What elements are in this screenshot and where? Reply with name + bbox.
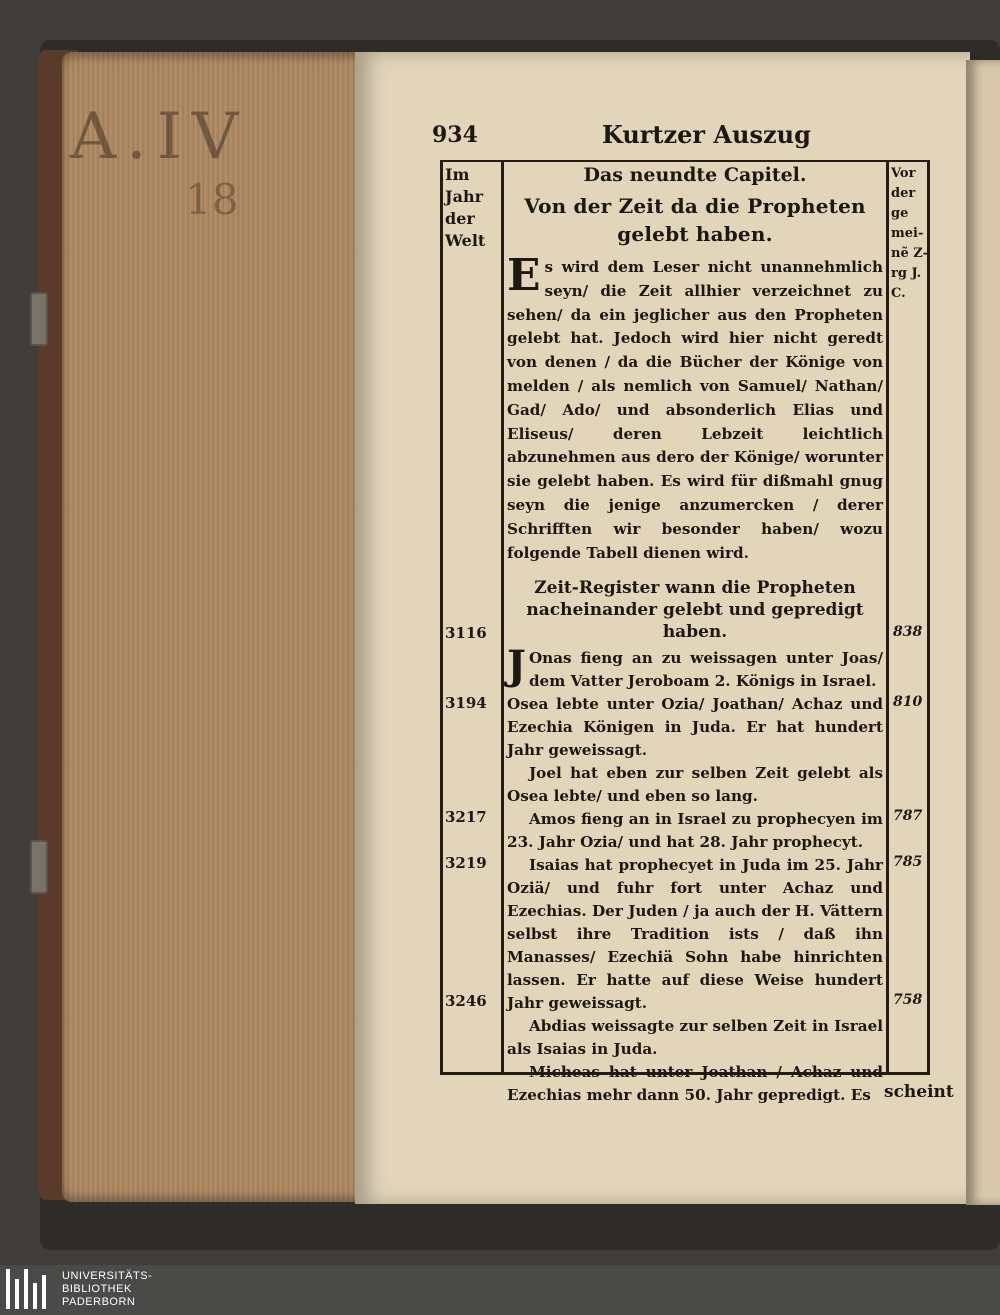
- library-name-line: UNIVERSITÄTS-: [62, 1270, 153, 1282]
- library-name-line: BIBLIOTHEK: [62, 1283, 132, 1295]
- main-text-column: [507, 162, 883, 1107]
- before-christ-value: 785: [893, 854, 923, 870]
- before-christ-value: 810: [893, 694, 923, 710]
- prophet-entry: Micheas hat unter Joathan / Achaz und Ezechias mehr dann 50. Jahr gepredigt. Es: [507, 1063, 883, 1105]
- running-title: Kurtzer Auszug: [602, 120, 811, 149]
- header-line: Welt: [445, 231, 486, 250]
- header-line: nẽ Z-: [891, 246, 929, 261]
- prophet-entry: Amos fieng an in Israel zu prophecyen im 23. Jahr Ozia/ und hat 28. Jahr prophecyt.: [507, 810, 883, 852]
- library-name-line: PADERBORN: [62, 1296, 136, 1308]
- before-christ-value: 838: [893, 624, 923, 640]
- header-line: der ge: [891, 186, 916, 221]
- header-line: rg J.: [891, 266, 922, 281]
- header-line: der: [445, 209, 475, 228]
- catchword: scheint: [884, 1082, 954, 1102]
- column-rule-left: [501, 162, 504, 1072]
- before-christ-column-header: [889, 164, 929, 304]
- clasp-icon: [30, 292, 48, 346]
- facing-page-edge: [966, 60, 1000, 1205]
- header-line: mei-: [891, 226, 924, 241]
- page-block-fore-edge: [62, 52, 362, 1202]
- intro-paragraph: Es wird dem Leser nicht unannehmlich seyn/ die Zeit allhier verzeichnet zu sehen/ da ein jeglicher aus den Propheten gelebt hat. Jedoch wird hier nicht geredt von denen / da die Bücher der Könige von melden / als nemlich von Samuel/ Nathan/ Gad/ Ado/ und absonderlich Elias und Eliseus/ deren Lebzeit leichtlich abzunehmen aus dero der Könige/ worunter sie gelebt haben. Es wird für dißmahl gnug seyn die jenige anzumercken / derer Schrifften wir besonder haben/ wozu folgende Tabell dienen wird.: [507, 250, 883, 562]
- section-heading: Von der Zeit da die Propheten gelebt haben.: [524, 194, 866, 246]
- fore-edge-shelfmark: A.IV: [70, 100, 249, 174]
- university-library-logo-icon: [6, 1269, 54, 1309]
- prophet-entry: Abdias weissagte zur selben Zeit in Israel als Isaias in Juda.: [507, 1017, 883, 1059]
- table-heading: Zeit-Register wann die Propheten nacheinander gelebt und gepredigt haben.: [526, 578, 864, 643]
- year-value: 3116: [445, 624, 487, 642]
- fore-edge-number: 18: [185, 175, 239, 224]
- clasp-icon: [30, 840, 48, 894]
- header-line: Im: [445, 165, 470, 184]
- prophet-entry: JOnas fieng an zu weissagen unter Joas/ dem Vatter Jeroboam 2. Königs in Israel.: [507, 642, 883, 691]
- before-christ-value: 787: [893, 808, 923, 824]
- header-line: Vor: [891, 166, 916, 181]
- page-number: 934: [432, 122, 478, 148]
- running-head: [432, 122, 912, 156]
- header-line: C.: [891, 286, 906, 301]
- prophet-entry: Isaias hat prophecyet in Juda im 25. Jahr Oziä/ und fuhr fort unter Achaz und Ezechias. Der Juden / ja auch der H. Vättern selbst ihre Tradition ists / daß ihn Manasses/ Ezechiä Sohn habe hinrichten lassen. Er hatte auf diese Weise hundert Jahr geweissagt.: [507, 856, 883, 1013]
- year-value: 3219: [445, 854, 487, 872]
- prophet-entry: Osea lebte unter Ozia/ Joathan/ Achaz und Ezechia Königen in Juda. Er hat hundert Jahr geweissagt.: [507, 695, 883, 760]
- year-value: 3217: [445, 808, 487, 826]
- footer-bar: [0, 1265, 1000, 1315]
- library-name: [62, 1270, 152, 1309]
- year-value: 3194: [445, 694, 487, 712]
- header-line: Jahr: [445, 187, 483, 206]
- before-christ-value: 758: [893, 992, 923, 1008]
- year-value: 3246: [445, 992, 487, 1010]
- year-column-header: [443, 164, 501, 252]
- prophet-entry: Joel hat eben zur selben Zeit gelebt als Osea lebte/ und eben so lang.: [507, 764, 883, 806]
- chapter-title: Das neundte Capitel.: [583, 164, 807, 186]
